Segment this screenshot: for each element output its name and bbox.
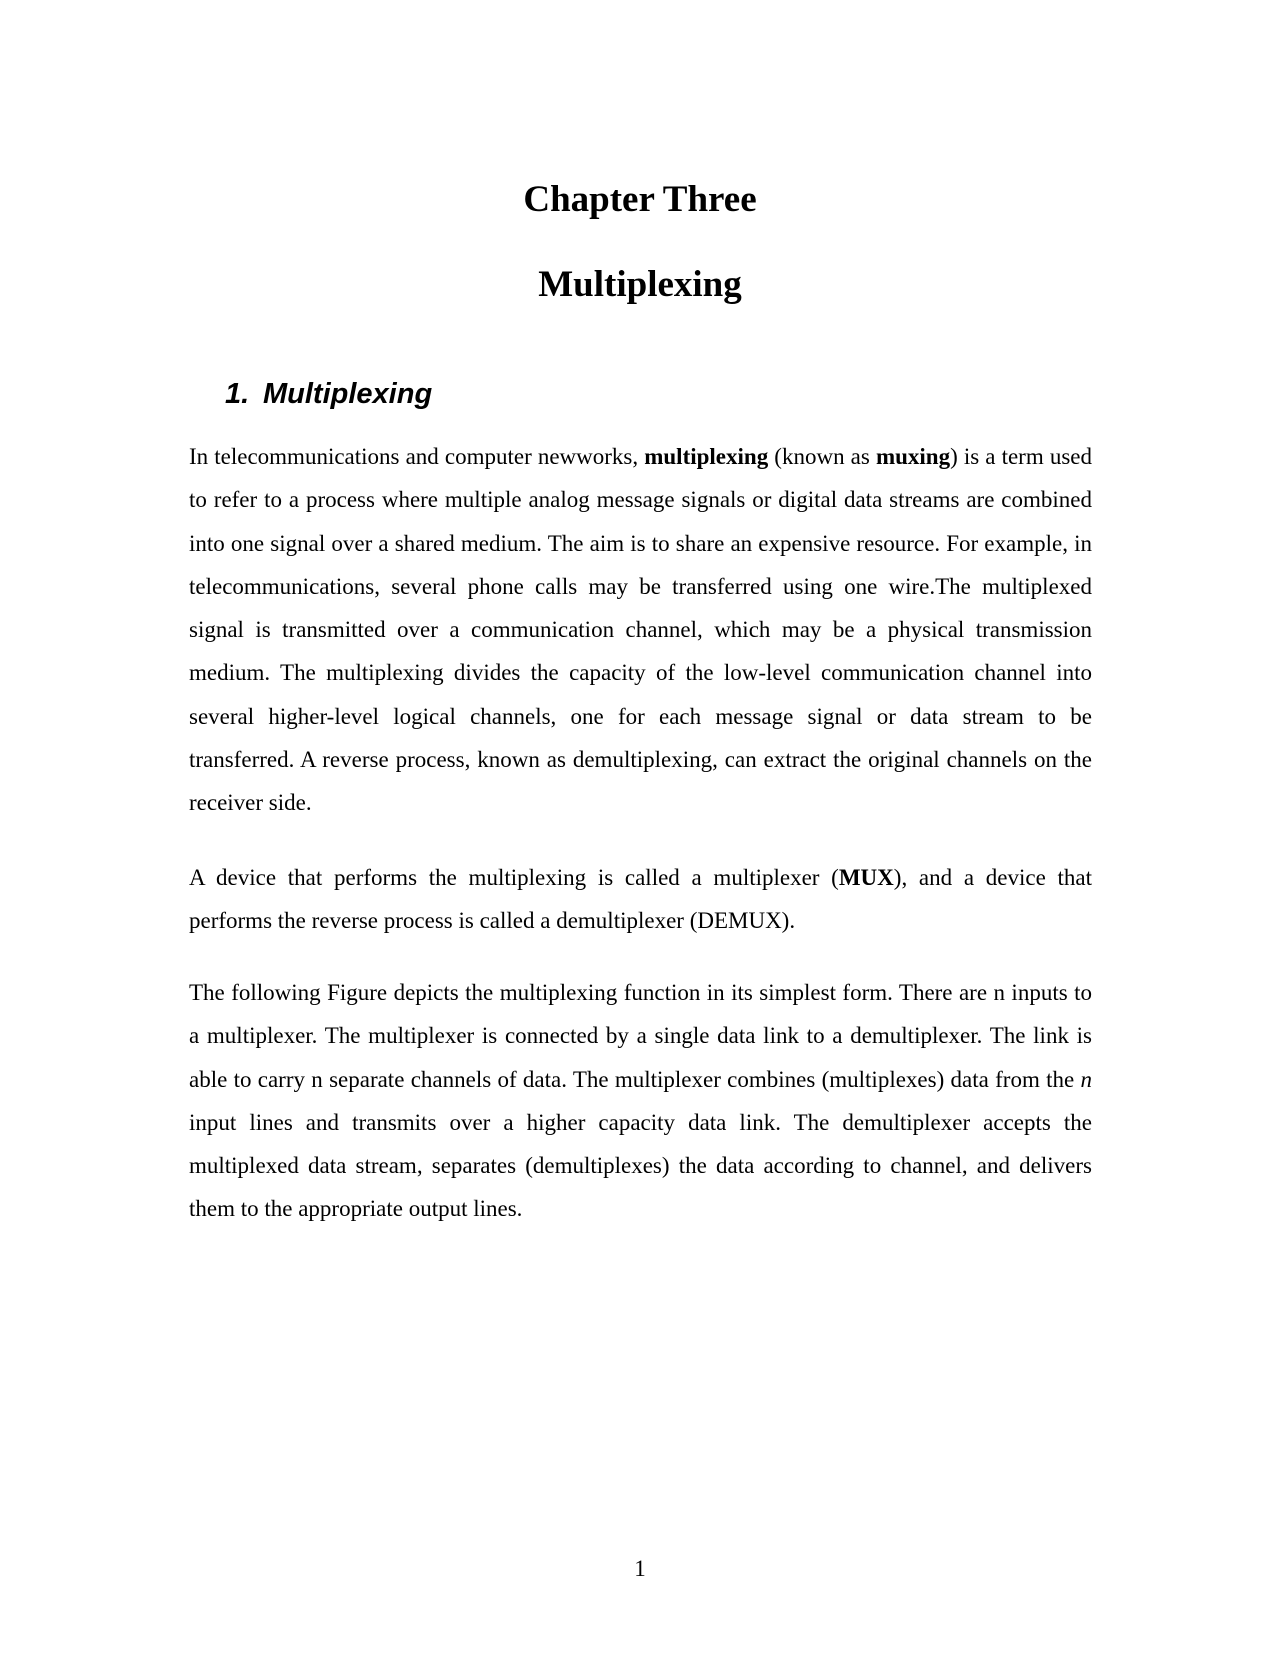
term-multiplexing: multiplexing: [644, 444, 769, 469]
chapter-topic-title: Multiplexing: [538, 264, 742, 305]
term-mux: MUX: [838, 865, 894, 890]
term-muxing: muxing: [875, 444, 951, 469]
paragraph-3-text-a: The following Figure depicts the multiplexing function in its simplest form. There are n inputs to a multiplexer. The multiplexer is connected by a single data link to a demultiplexer. The link is able to carry n separate channels of data. The multiplexer combines (multiplexes) data from the: [189, 980, 1092, 1092]
paragraph-1-text-d: ) is a term used to refer to a process where multiple analog message signals or digital data streams are combined into one signal over a shared medium. The aim is to share an expensive resource. For example, in telecommunications, several phone calls may be transferred using one wire.The multiplexed signal is transmitted over a communication channel, which may be a physical transmission medium. The multiplexing divides the capacity of the low-level communication channel into several higher-level logical channels, one for each message signal or data stream to be transferred. A reverse process, known as demultiplexing, can extract the original channels on the receiver side.: [189, 444, 1092, 816]
section-title: Multiplexing: [263, 378, 433, 410]
page-number: 1: [634, 1556, 646, 1581]
section-heading: [225, 376, 432, 412]
paragraph-2: [189, 856, 1092, 943]
section-number: 1.: [225, 378, 250, 410]
paragraph-2-text-c: ), and a device that performs the reverse process is called a demultiplexer (DEMUX).: [189, 865, 1092, 934]
variable-n: n: [1080, 1066, 1092, 1092]
paragraph-2-text-a: A device that performs the multiplexing is called a multiplexer (: [189, 865, 839, 890]
paragraph-1-text-a: In telecommunications and computer newworks,: [189, 444, 645, 469]
paragraph-1: [189, 435, 1092, 825]
paragraph-3: [189, 971, 1092, 1231]
chapter-title: Chapter Three: [523, 179, 757, 220]
paragraph-1-text-c: (known as: [768, 444, 876, 469]
paragraph-3-text-c: input lines and transmits over a higher capacity data link. The demultiplexer accepts the multiplexed data stream, separates (demultiplexes) the data according to channel, and delivers them to the appropriate output lines.: [189, 1109, 1092, 1222]
